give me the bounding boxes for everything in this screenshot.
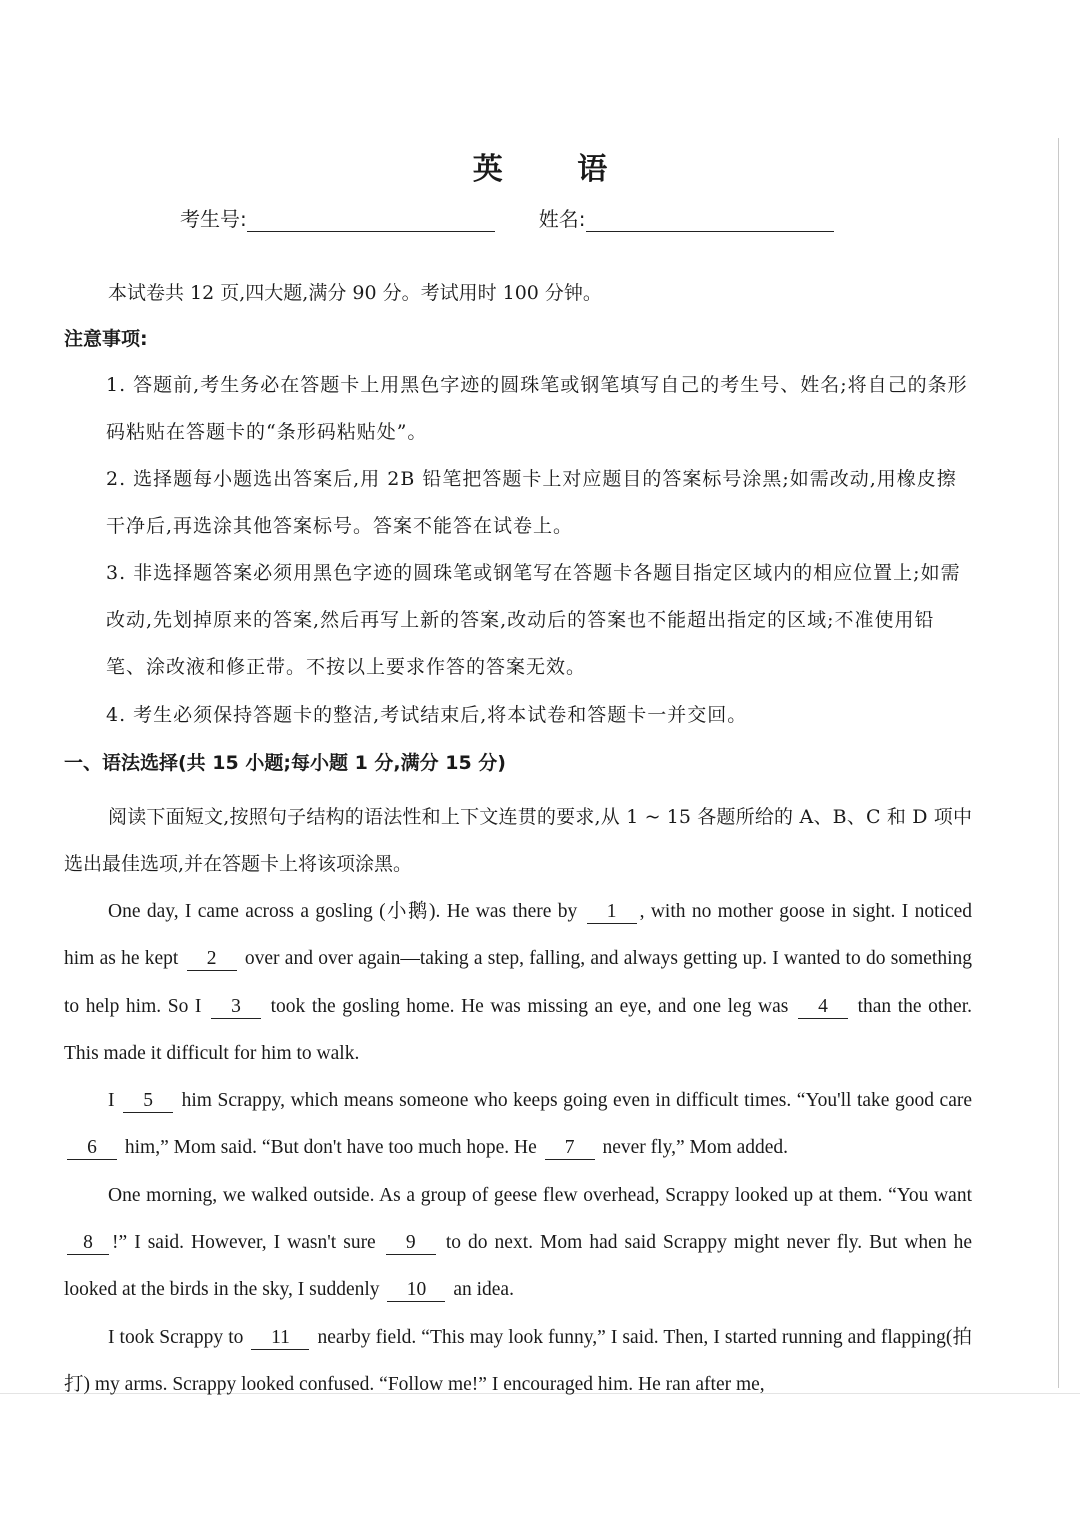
passage-text: took the gosling home. He was missing an eye, and one leg was [270, 995, 789, 1017]
blank-1: 1 [587, 901, 637, 924]
exam-number-label: 考生号: [180, 207, 247, 231]
blank-7: 7 [545, 1137, 595, 1160]
blank-4: 4 [798, 996, 848, 1019]
passage-text: than the other. This made it difficult for him to walk. [64, 995, 973, 1064]
passage-text: One day, I came across a gosling (小鹅). He was there by [108, 901, 578, 922]
page-title: 英 语 [472, 152, 640, 187]
passage-text: !” I said. However, I wasn't sure [112, 1232, 376, 1254]
blank-10: 10 [387, 1279, 445, 1302]
name-label: 姓名: [538, 207, 586, 231]
exam-intro: 本试卷共 12 页,四大题,满分 90 分。考试用时 100 分钟。 [108, 282, 602, 304]
blank-3: 3 [211, 996, 261, 1019]
name-field[interactable] [586, 205, 834, 232]
reading-passage [64, 888, 972, 1408]
blank-5: 5 [123, 1090, 173, 1113]
blank-6: 6 [67, 1137, 117, 1160]
blank-2: 2 [187, 948, 237, 971]
passage-text: One morning, we walked outside. As a group of geese flew overhead, Scrappy looked up at them. “You want [108, 1184, 972, 1206]
page-edge-line [1058, 138, 1059, 1388]
candidate-info-row [180, 198, 834, 232]
notice-item-3: 3. 非选择题答案必须用黑色字迹的圆珠笔或钢笔写在答题卡各题目指定区域内的相应位置上;如需改动,先划掉原来的答案,然后再写上新的答案,改动后的答案也不能超出指定的区域;不准使用铅笔、涂改液和修正带。不按以上要求作答的答案无效。 [106, 562, 961, 678]
passage-text: him,” Mom said. “But don't have too much hope. He [124, 1137, 537, 1159]
passage-paragraph [64, 1077, 972, 1172]
passage-paragraph [64, 1314, 972, 1409]
passage-text: nearby field. “This may look funny,” I said. Then, I started running and flapping(拍打) my arms. Scrappy looked confused. “Follow me!” I encouraged him. He ran after me, [64, 1326, 973, 1395]
passage-text: , with no mother goose in sight. I noticed him as he kept [64, 901, 972, 970]
passage-text: I took Scrappy to [108, 1326, 244, 1348]
passage-text: him Scrappy, which means someone who keeps going even in difficult times. “You'll take good care [181, 1090, 973, 1112]
section-heading: 一、语法选择(共 15 小题;每小题 1 分,满分 15 分) [64, 752, 506, 774]
exam-number-field[interactable] [247, 205, 495, 232]
passage-paragraph [64, 1172, 972, 1314]
passage-text: to do next. Mom had said Scrappy might never fly. But when he looked at the birds in the sky, I suddenly [64, 1232, 973, 1301]
section-instructions: 阅读下面短文,按照句子结构的语法性和上下文连贯的要求,从 1 ~ 15 各题所给的 A、B、C 和 D 项中选出最佳选项,并在答题卡上将该项涂黑。 [64, 806, 972, 875]
passage-text: I [108, 1090, 115, 1112]
notice-item-2: 2. 选择题每小题选出答案后,用 2B 铅笔把答题卡上对应题目的答案标号涂黑;如需改动,用橡皮擦干净后,再选涂其他答案标号。答案不能答在试卷上。 [106, 468, 957, 537]
passage-paragraph [64, 888, 972, 1077]
blank-9: 9 [386, 1232, 436, 1255]
passage-text: an idea. [453, 1279, 514, 1301]
notice-heading: 注意事项: [64, 328, 148, 350]
notice-item-1: 1. 答题前,考生务必在答题卡上用黑色字迹的圆珠笔或钢笔填写自己的考生号、姓名;将自己的条形码粘贴在答题卡的“条形码粘贴处”。 [106, 374, 968, 443]
passage-text: never fly,” Mom added. [602, 1137, 789, 1159]
blank-8: 8 [67, 1232, 109, 1255]
notice-item-4: 4. 考生必须保持答题卡的整洁,考试结束后,将本试卷和答题卡一并交回。 [106, 704, 748, 726]
passage-text: over and over again—taking a step, falling, and always getting up. I wanted to do something to help him. So I [64, 948, 972, 1017]
blank-11: 11 [251, 1327, 309, 1350]
